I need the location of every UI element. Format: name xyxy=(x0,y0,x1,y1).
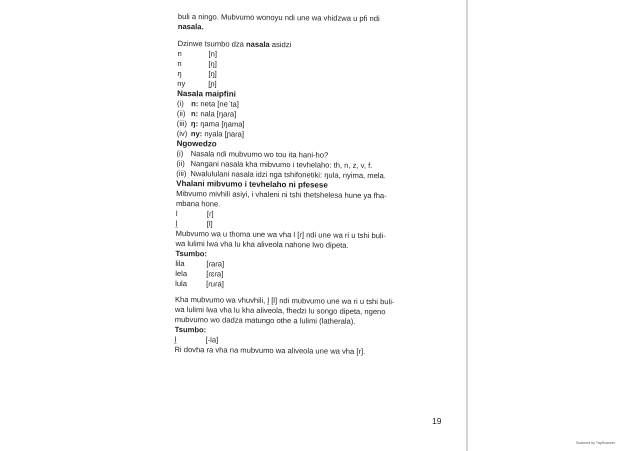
text-line: Ri dovha ra vha na mubvumo wa aliveola une wa vha [r]. xyxy=(174,344,366,356)
item-bold: n: xyxy=(191,99,199,109)
tsumbo-word: lela xyxy=(175,268,188,279)
page-content xyxy=(174,12,460,358)
item-number: (ii) xyxy=(176,108,186,119)
tsumbo-label: Tsumbo: xyxy=(174,324,207,335)
text-line: Mubvumo wa u thoma une wa vha l [ɾ] ndi une wa ri u tshi buli- xyxy=(175,228,386,241)
tsumbo-label: Tsumbo: xyxy=(175,248,208,259)
tsumbo-word: lula xyxy=(175,278,188,289)
examples-intro-bold: nasala xyxy=(245,39,270,49)
section-heading-ngowedzo: Ngowedzo xyxy=(176,138,217,149)
page-number: 19 xyxy=(432,416,442,426)
sound-ipa: [l] xyxy=(206,219,213,229)
example-ipa: [ŋ] xyxy=(208,59,217,69)
item-text: Nasala ndi mubvumo wo tou ita hani-ho? xyxy=(190,149,329,160)
paragraph xyxy=(176,229,458,252)
item-bold: n: xyxy=(191,109,199,119)
text-line: mubvumo wo dadza matungo othe a lulimi (latherala). xyxy=(174,314,356,326)
item-number: (i) xyxy=(176,148,184,159)
item-text: nyala [ɲaɾa] xyxy=(202,129,245,139)
examples-intro-pre: Dzinwe tsumbo dza xyxy=(177,38,247,49)
exercise-list xyxy=(176,149,458,182)
examples-list xyxy=(177,49,459,92)
tsumbo-ipa: [ɾuɾa] xyxy=(206,279,224,289)
item-number: (i) xyxy=(176,98,184,109)
example-letter: n xyxy=(177,58,182,69)
scanner-watermark: Scanned by TapScanner xyxy=(576,441,616,445)
item-bold: ny: xyxy=(190,129,203,139)
text-line: mbana hone. xyxy=(175,198,221,209)
tsumbo-list xyxy=(175,259,457,292)
item-number: (iii) xyxy=(176,118,188,129)
text-line: Mibvumo mivhili asiyi, i vhaleni ni tshi thetshelesa hune ya fha- xyxy=(176,188,387,201)
paragraph xyxy=(175,295,457,328)
book-page xyxy=(170,0,466,451)
example-letter: ŋ xyxy=(177,68,182,79)
example-ipa: [ɲ] xyxy=(208,79,217,89)
paragraph xyxy=(176,189,458,212)
item-number: (iii) xyxy=(176,168,187,179)
tsumbo-ipa: [ɾɛɾa] xyxy=(206,269,224,279)
item-text: ŋama [ŋama] xyxy=(198,119,245,129)
section-heading-vhalani: Vhalani mibvumo i tevhelaho ni pfesese xyxy=(176,178,328,190)
sound-letter: ḽ xyxy=(175,218,178,229)
item-text: Nangani nasala kha mibvumo i tevhelaho: th, n, z, v, f. xyxy=(190,159,373,171)
tsumbo-ipa: [-la] xyxy=(205,335,219,345)
item-number: (iv) xyxy=(176,128,188,139)
example-ipa: [n] xyxy=(208,49,218,59)
sound-letter: l xyxy=(175,208,178,219)
examples-intro-post: asidzi xyxy=(269,39,292,50)
sound-ipa: [ɾ] xyxy=(206,209,214,219)
item-text: Nwalululani nasala idzi nga tshifonetiki: ŋula, nyima, mela. xyxy=(190,169,386,181)
example-letter: ny xyxy=(177,78,186,89)
example-ipa: [ŋ] xyxy=(208,69,217,79)
nasala-list xyxy=(177,99,459,142)
page-edge-shadow xyxy=(466,0,468,451)
text-line: wa lulimi lwa vha lu kha aliveola, fhedzi lu songo dipeta, ngeno xyxy=(174,304,386,317)
item-bold: ŋ: xyxy=(190,119,199,129)
intro-line: buli a ningo. Mubvumo wonoyu ndi une wa vhidzwa u pfi ndi xyxy=(177,12,380,24)
text-line: Kha mubvumo wa vhuvhili, ḽ [l] ndi mubvumo une wa ri u tshi buli- xyxy=(174,294,395,307)
item-number: (ii) xyxy=(176,158,185,169)
tsumbo-word: ḽ xyxy=(174,334,177,344)
intro-paragraph xyxy=(178,12,460,35)
example-letter: n xyxy=(177,48,182,59)
text-line: wa lulimi lwa vha lu kha aliveola nahone lwo dipeta. xyxy=(175,238,349,250)
item-text: nala [ŋaɾa] xyxy=(198,109,237,119)
tsumbo-word: lila xyxy=(175,258,185,269)
item-text: neta [neˈta] xyxy=(198,99,239,109)
intro-bold-term: nasala. xyxy=(177,21,204,32)
section-heading-nasala-maipfini: Nasala maipfini xyxy=(177,88,236,99)
tsumbo-ipa: [ɾaɾa] xyxy=(206,259,225,269)
